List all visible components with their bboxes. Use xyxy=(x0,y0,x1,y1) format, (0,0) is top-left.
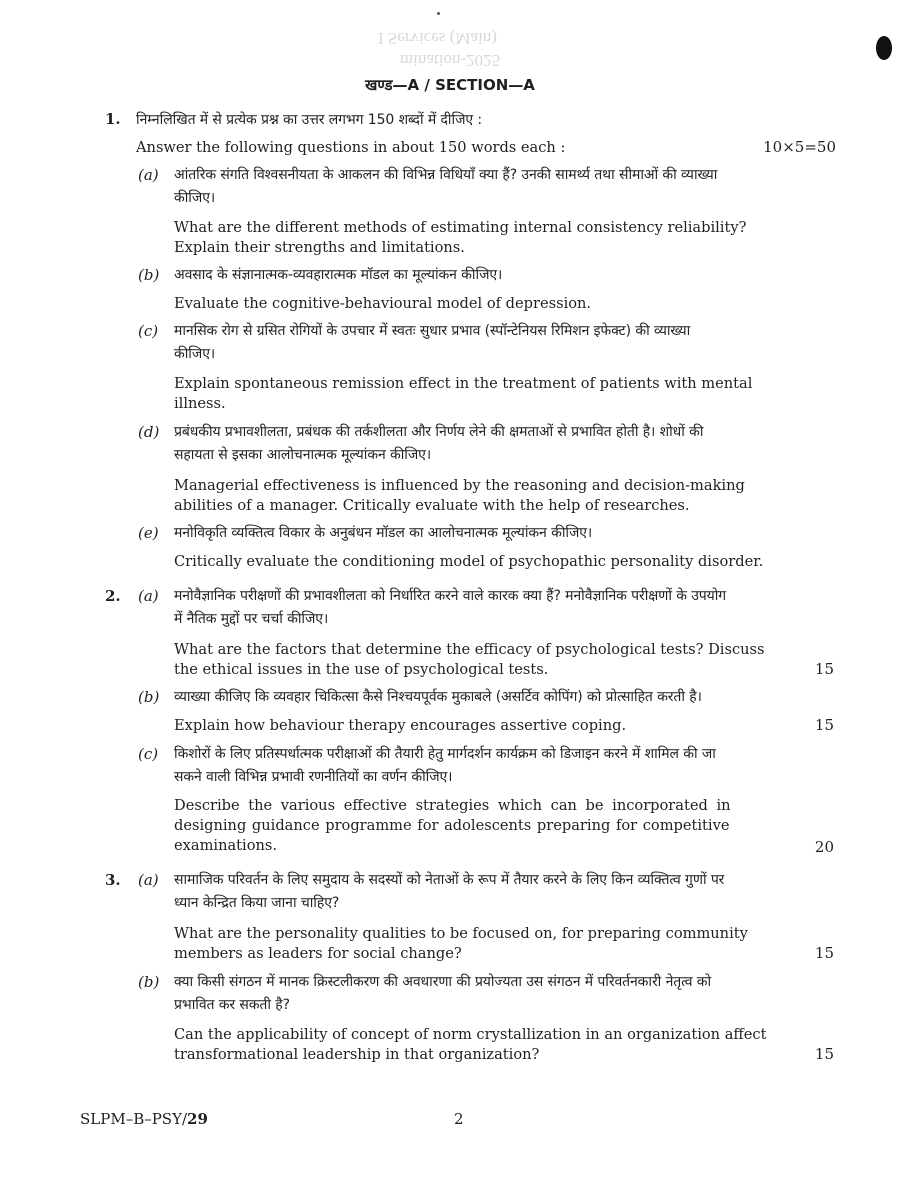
q2c-marks: 20 xyxy=(814,838,834,856)
part-label: (a) xyxy=(138,166,159,184)
q1c-hindi-line: मानसिक रोग से ग्रसित रोगियों के उपचार में स्वतः सुधार प्रभाव (स्पॉन्टेनियस रिमिशन इफेक्ट) की व्याख्या xyxy=(174,323,691,339)
question-number: 2. xyxy=(105,587,121,605)
part-label: (b) xyxy=(138,266,160,284)
q1-marks: 10×5=50 xyxy=(763,138,836,156)
ink-blot xyxy=(876,36,892,60)
part-label: (d) xyxy=(138,423,160,441)
q2a-marks: 15 xyxy=(814,660,834,678)
bleed-through-text: mination-2025 xyxy=(400,51,501,70)
q2c-english-line: Describe the various effective strategies which can be incorporated in xyxy=(174,797,731,814)
q3b-marks: 15 xyxy=(814,1045,834,1063)
paper-code-prefix: SLPM–B–PSY/ xyxy=(80,1110,188,1128)
q1-instruction-hindi: निम्नलिखित में से प्रत्येक प्रश्न का उत्तर लगभग 150 शब्दों में दीजिए : xyxy=(136,112,482,128)
q1e-hindi-line: मनोविकृति व्यक्तित्व विकार के अनुबंधन मॉडल का आलोचनात्मक मूल्यांकन कीजिए। xyxy=(174,525,593,541)
bleed-through-text: I Services (Main) xyxy=(378,29,497,48)
q2a-english-line: What are the factors that determine the efficacy of psychological tests? Discuss xyxy=(174,641,765,658)
q1e-english-line: Critically evaluate the conditioning model of psychopathic personality disorder. xyxy=(174,553,764,570)
q2b-marks: 15 xyxy=(814,716,834,734)
part-label: (a) xyxy=(138,587,159,605)
part-label: (c) xyxy=(138,745,159,763)
q2c-hindi-line: किशोरों के लिए प्रतिस्पर्धात्मक परीक्षाओं की तैयारी हेतु मार्गदर्शन कार्यक्रम को डिजाइन करने में शामिल की जा xyxy=(174,746,716,762)
q1a-hindi-line: आंतरिक संगति विश्वसनीयता के आकलन की विभिन्न विधियाँ क्या हैं? उनकी सामर्थ्य तथा सीमाओं की व्याख्या xyxy=(174,167,718,183)
q1a-english-line: What are the different methods of estimating internal consistency reliability? xyxy=(174,219,747,236)
q1c-english-line: illness. xyxy=(174,395,226,412)
q1d-hindi-line: सहायता से इसका आलोचनात्मक मूल्यांकन कीजिए। xyxy=(174,447,432,463)
q2a-hindi-line: मनोवैज्ञानिक परीक्षणों की प्रभावशीलता को निर्धारित करने वाले कारक क्या हैं? मनोवैज्ञानिक परीक्षणों के उपयोग xyxy=(174,588,727,604)
q3b-hindi-line: क्या किसी संगठन में मानक क्रिस्टलीकरण की अवधारणा की प्रयोज्यता उस संगठन में परिवर्तनकारी नेतृत्व को xyxy=(174,974,712,990)
q1-instruction-english: Answer the following questions in about 150 words each : xyxy=(136,139,566,156)
part-label: (b) xyxy=(138,688,160,706)
part-label: (e) xyxy=(138,524,159,542)
question-number: 1. xyxy=(105,110,121,128)
part-label: (a) xyxy=(138,871,159,889)
q1c-hindi-line: कीजिए। xyxy=(174,346,216,362)
q2b-english-line: Explain how behaviour therapy encourages assertive coping. xyxy=(174,717,627,734)
q3b-english-line: Can the applicability of concept of norm crystallization in an organization affect xyxy=(174,1026,767,1043)
q1d-english-line: abilities of a manager. Critically evaluate with the help of researches. xyxy=(174,497,690,514)
paper-code-number: 29 xyxy=(187,1110,208,1128)
q1c-english-line: Explain spontaneous remission effect in the treatment of patients with mental xyxy=(174,375,753,392)
question-number: 3. xyxy=(105,871,121,889)
q2c-hindi-line: सकने वाली विभिन्न प्रभावी रणनीतियों का वर्णन कीजिए। xyxy=(174,769,453,785)
q3a-english-line: What are the personality qualities to be focused on, for preparing community xyxy=(174,925,748,942)
part-label: (b) xyxy=(138,973,160,991)
section-title: खण्ड—A / SECTION—A xyxy=(365,76,535,94)
q1a-hindi-line: कीजिए। xyxy=(174,190,216,206)
q3b-english-line: transformational leadership in that organization? xyxy=(174,1046,540,1063)
q3a-hindi-line: ध्यान केन्द्रित किया जाना चाहिए? xyxy=(174,895,340,911)
q2a-english-line: the ethical issues in the use of psychological tests. xyxy=(174,661,549,678)
q2c-english-line: designing guidance programme for adolescents preparing for competitive xyxy=(174,817,730,834)
q2a-hindi-line: में नैतिक मुद्दों पर चर्चा कीजिए। xyxy=(174,611,329,627)
q1d-english-line: Managerial effectiveness is influenced by the reasoning and decision-making xyxy=(174,477,745,494)
q3b-hindi-line: प्रभावित कर सकती है? xyxy=(174,997,290,1013)
q2b-hindi-line: व्याख्या कीजिए कि व्यवहार चिकित्सा कैसे निश्चयपूर्वक मुकाबले (असर्टिव कोपिंग) को प्रोत्साहित करती है। xyxy=(174,689,702,705)
q1b-hindi-line: अवसाद के संज्ञानात्मक-व्यवहारात्मक मॉडल का मूल्यांकन कीजिए। xyxy=(174,267,503,283)
q1b-english-line: Evaluate the cognitive-behavioural model of depression. xyxy=(174,295,592,312)
q1a-english-line: Explain their strengths and limitations. xyxy=(174,239,465,256)
q1d-hindi-line: प्रबंधकीय प्रभावशीलता, प्रबंधक की तर्कशीलता और निर्णय लेने की क्षमताओं से प्रभावित होती है। शोधों की xyxy=(174,424,704,440)
q3a-marks: 15 xyxy=(814,944,834,962)
paper-code xyxy=(80,1110,208,1128)
part-label: (c) xyxy=(138,322,159,340)
page-number: 2 xyxy=(454,1110,464,1128)
q2c-english-line: examinations. xyxy=(174,837,278,854)
q3a-english-line: members as leaders for social change? xyxy=(174,945,462,962)
q3a-hindi-line: सामाजिक परिवर्तन के लिए समुदाय के सदस्यों को नेताओं के रूप में तैयार करने के लिए किन व्यक्तित्व गुणों पर xyxy=(174,872,725,888)
ink-dot xyxy=(437,12,440,15)
